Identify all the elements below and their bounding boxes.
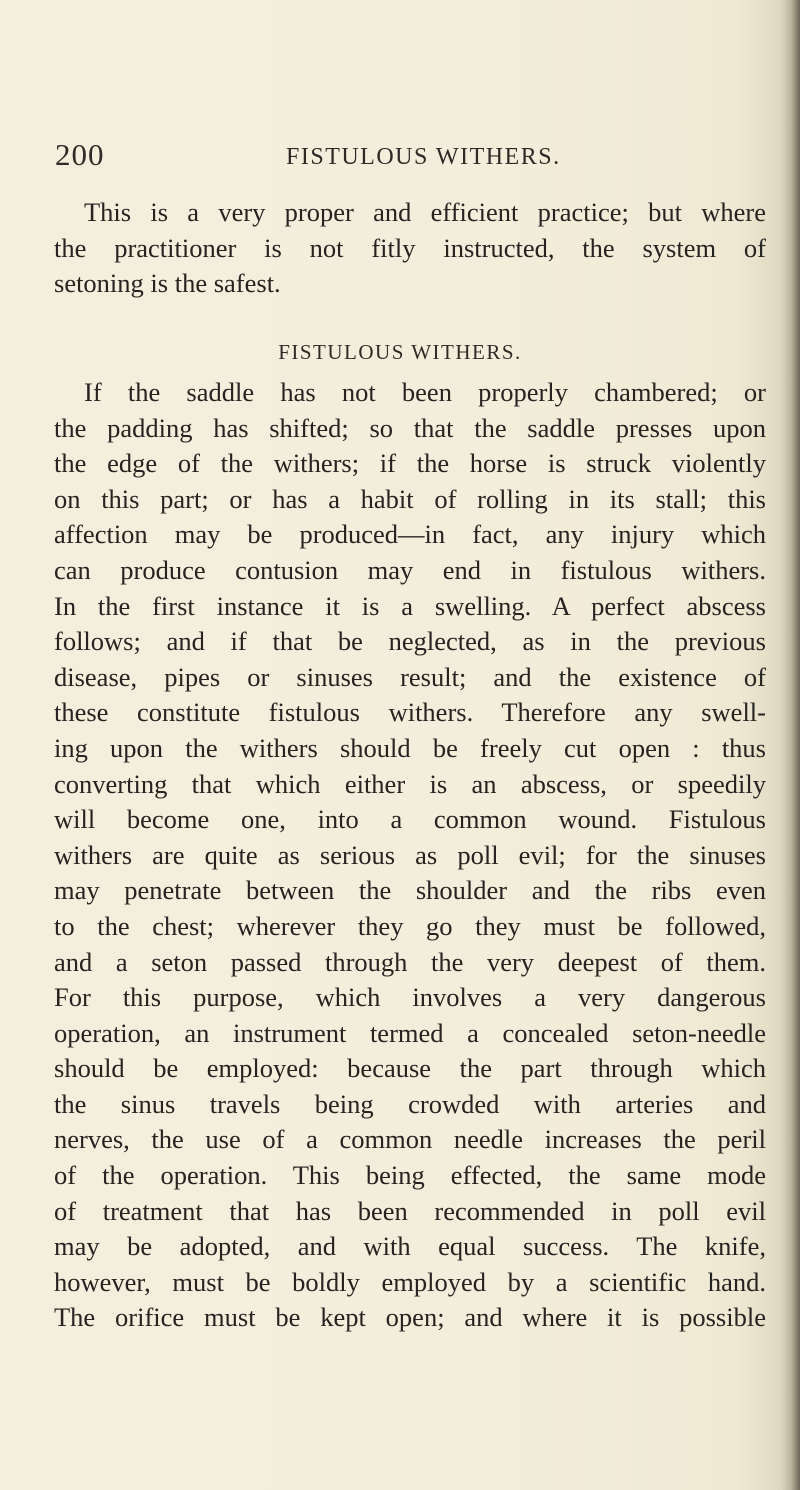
text-line: on this part; or has a habit of rolling in its stall; this bbox=[54, 483, 766, 514]
text-line: ing upon the withers should be freely cut open : thus bbox=[54, 732, 766, 763]
text-line: For this purpose, which involves a very dangerous bbox=[54, 982, 766, 1013]
text-line: The orifice must be kept open; and where it is possible bbox=[54, 1302, 766, 1333]
text-line: This is a very proper and efficient practice; but where bbox=[84, 197, 766, 227]
text-line: can produce contusion may end in fistulous withers. bbox=[54, 554, 766, 585]
text-line: should be employed: because the part through which bbox=[54, 1053, 766, 1084]
text-line: of the operation. This being effected, the same mode bbox=[54, 1160, 766, 1191]
text-line: withers are quite as serious as poll evil; for the sinuses bbox=[54, 839, 766, 870]
body-paragraph bbox=[54, 375, 766, 1336]
text-line: may penetrate between the shoulder and the ribs even bbox=[54, 875, 766, 906]
text-line: the padding has shifted; so that the saddle presses upon bbox=[54, 412, 766, 443]
text-line: converting that which either is an abscess, or speedily bbox=[54, 768, 766, 799]
text-line: and a seton passed through the very deepest of them. bbox=[54, 946, 766, 977]
text-line: disease, pipes or sinuses result; and the existence of bbox=[54, 661, 766, 692]
text-line: the practitioner is not fitly instructed, the system of bbox=[54, 232, 766, 263]
text-line: the sinus travels being crowded with arteries and bbox=[54, 1088, 766, 1119]
page-edge-shadow bbox=[782, 0, 800, 1490]
text-line: the edge of the withers; if the horse is struck violently bbox=[54, 448, 766, 479]
page-number: 200 bbox=[55, 137, 105, 172]
text-line: these constitute fistulous withers. Therefore any swell- bbox=[54, 697, 766, 728]
text-line: of treatment that has been recommended in poll evil bbox=[54, 1195, 766, 1226]
text-line: affection may be produced—in fact, any injury which bbox=[54, 519, 766, 550]
text-line: In the first instance it is a swelling. A perfect abscess bbox=[54, 590, 766, 621]
section-heading: FISTULOUS WITHERS. bbox=[278, 340, 522, 364]
text-line: operation, an instrument termed a concealed seton-needle bbox=[54, 1017, 766, 1048]
opening-paragraph bbox=[54, 195, 766, 302]
text-line: setoning is the safest. bbox=[54, 268, 281, 299]
text-line: however, must be boldly employed by a scientific hand. bbox=[54, 1266, 766, 1297]
text-line: follows; and if that be neglected, as in the previous bbox=[54, 626, 766, 657]
running-header bbox=[55, 135, 755, 175]
running-title: FISTULOUS WITHERS. bbox=[286, 144, 561, 170]
text-line: will become one, into a common wound. Fistulous bbox=[54, 804, 766, 835]
text-line: nerves, the use of a common needle increases the peril bbox=[54, 1124, 766, 1155]
text-line: If the saddle has not been properly chambered; or bbox=[84, 377, 766, 407]
text-line: to the chest; wherever they go they must be followed, bbox=[54, 910, 766, 941]
text-line: may be adopted, and with equal success. The knife, bbox=[54, 1231, 766, 1262]
